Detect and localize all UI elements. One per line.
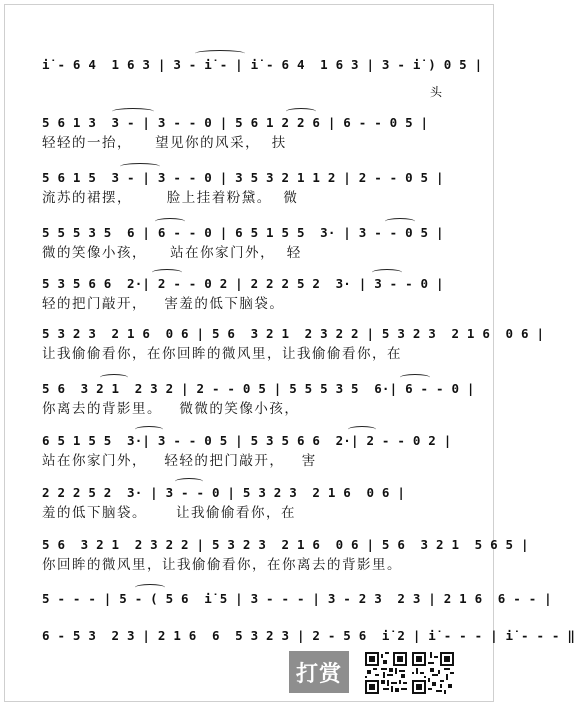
slur-arc xyxy=(135,426,163,433)
lyric-line: 你离去的背影里。 微微的笑像小孩， xyxy=(42,401,300,417)
slur-arc xyxy=(385,218,415,225)
notation-line: 5 6 3 2 1 2 3 2 | 2 - - 0 5 | 5 5 5 3 5 6·| 6 - - 0 | xyxy=(42,381,475,396)
slur-arc xyxy=(135,584,165,591)
notation-line: 5 3 5 6 6 2·| 2 - - 0 2 | 2 2 2 5 2 3· | 3 - - 0 | xyxy=(42,276,444,291)
slur-arc xyxy=(348,426,376,433)
lyric-line: 让我偷偷看你，在你回眸的微风里，让我偷偷看你，在 xyxy=(42,346,402,362)
trailing-lyric: 头 xyxy=(430,85,443,99)
slur-arc xyxy=(195,50,245,57)
notation-line: 5 3 2 3 2 1 6 0 6 | 5 6 3 2 1 2 3 2 2 | 5 3 2 3 2 1 6 0 6 | xyxy=(42,326,545,341)
lyric-line: 微的笑像小孩， 站在你家门外， 轻 xyxy=(42,245,302,261)
notation-line: 6 - 5 3 2 3 | 2 1 6 6 5 3 2 3 | 2 - 5 6 i̇ 2 | i̇ - - - | i̇ - - - ‖ xyxy=(42,628,575,643)
notation-line: 5 6 1 3 3 - | 3 - - 0 | 5 6 1 2 2 6 | 6 - - 0 5 | xyxy=(42,115,429,130)
notation-line: i̇ - 6 4 1 6 3 | 3 - i̇ - | i̇ - 6 4 1 6 3 | 3 - i̇ ) 0 5 | xyxy=(42,57,483,72)
qr-code-icon xyxy=(412,652,454,694)
lyric-line: 轻的把门敲开， 害羞的低下脑袋。 xyxy=(42,296,285,312)
reward-button[interactable]: 打赏 xyxy=(289,651,349,693)
slur-arc xyxy=(372,269,402,276)
lyric-line: 你回眸的微风里，让我偷偷看你，在你离去的背影里。 xyxy=(42,557,402,573)
slur-arc xyxy=(400,374,430,381)
notation-line: 5 - - - | 5 - ( 5 6 i̇ 5 | 3 - - - | 3 - 2 3 2 3 | 2 1 6 6 - - | xyxy=(42,591,552,606)
qr-code-icon xyxy=(365,652,407,694)
lyric-line: 轻轻的一抬， 望见你的风采， 扶 xyxy=(42,135,287,151)
slur-arc xyxy=(112,108,154,115)
notation-line: 5 6 1 5 3 - | 3 - - 0 | 3 5 3 2 1 1 2 | 2 - - 0 5 | xyxy=(42,170,444,185)
notation-line: 6 5 1 5 5 3·| 3 - - 0 5 | 5 3 5 6 6 2·| 2 - - 0 2 | xyxy=(42,433,452,448)
lyric-line: 羞的低下脑袋。 让我偷偷看你，在 xyxy=(42,505,296,521)
slur-arc xyxy=(175,478,203,485)
slur-arc xyxy=(100,374,128,381)
slur-arc xyxy=(155,218,185,225)
slur-arc xyxy=(152,269,182,276)
lyric-line: 站在你家门外， 轻轻的把门敲开， 害 xyxy=(42,453,317,469)
slur-arc xyxy=(120,163,160,170)
lyric-line: 流苏的裙摆， 脸上挂着粉黛。 微 xyxy=(42,190,299,206)
notation-line: 5 6 3 2 1 2 3 2 2 | 5 3 2 3 2 1 6 0 6 | 5 6 3 2 1 5 6 5 | xyxy=(42,537,529,552)
slur-arc xyxy=(286,108,316,115)
notation-line: 2 2 2 5 2 3· | 3 - - 0 | 5 3 2 3 2 1 6 0 6 | xyxy=(42,485,406,500)
notation-line: 5 5 5 3 5 6 | 6 - - 0 | 6 5 1 5 5 3· | 3 - - 0 5 | xyxy=(42,225,444,240)
